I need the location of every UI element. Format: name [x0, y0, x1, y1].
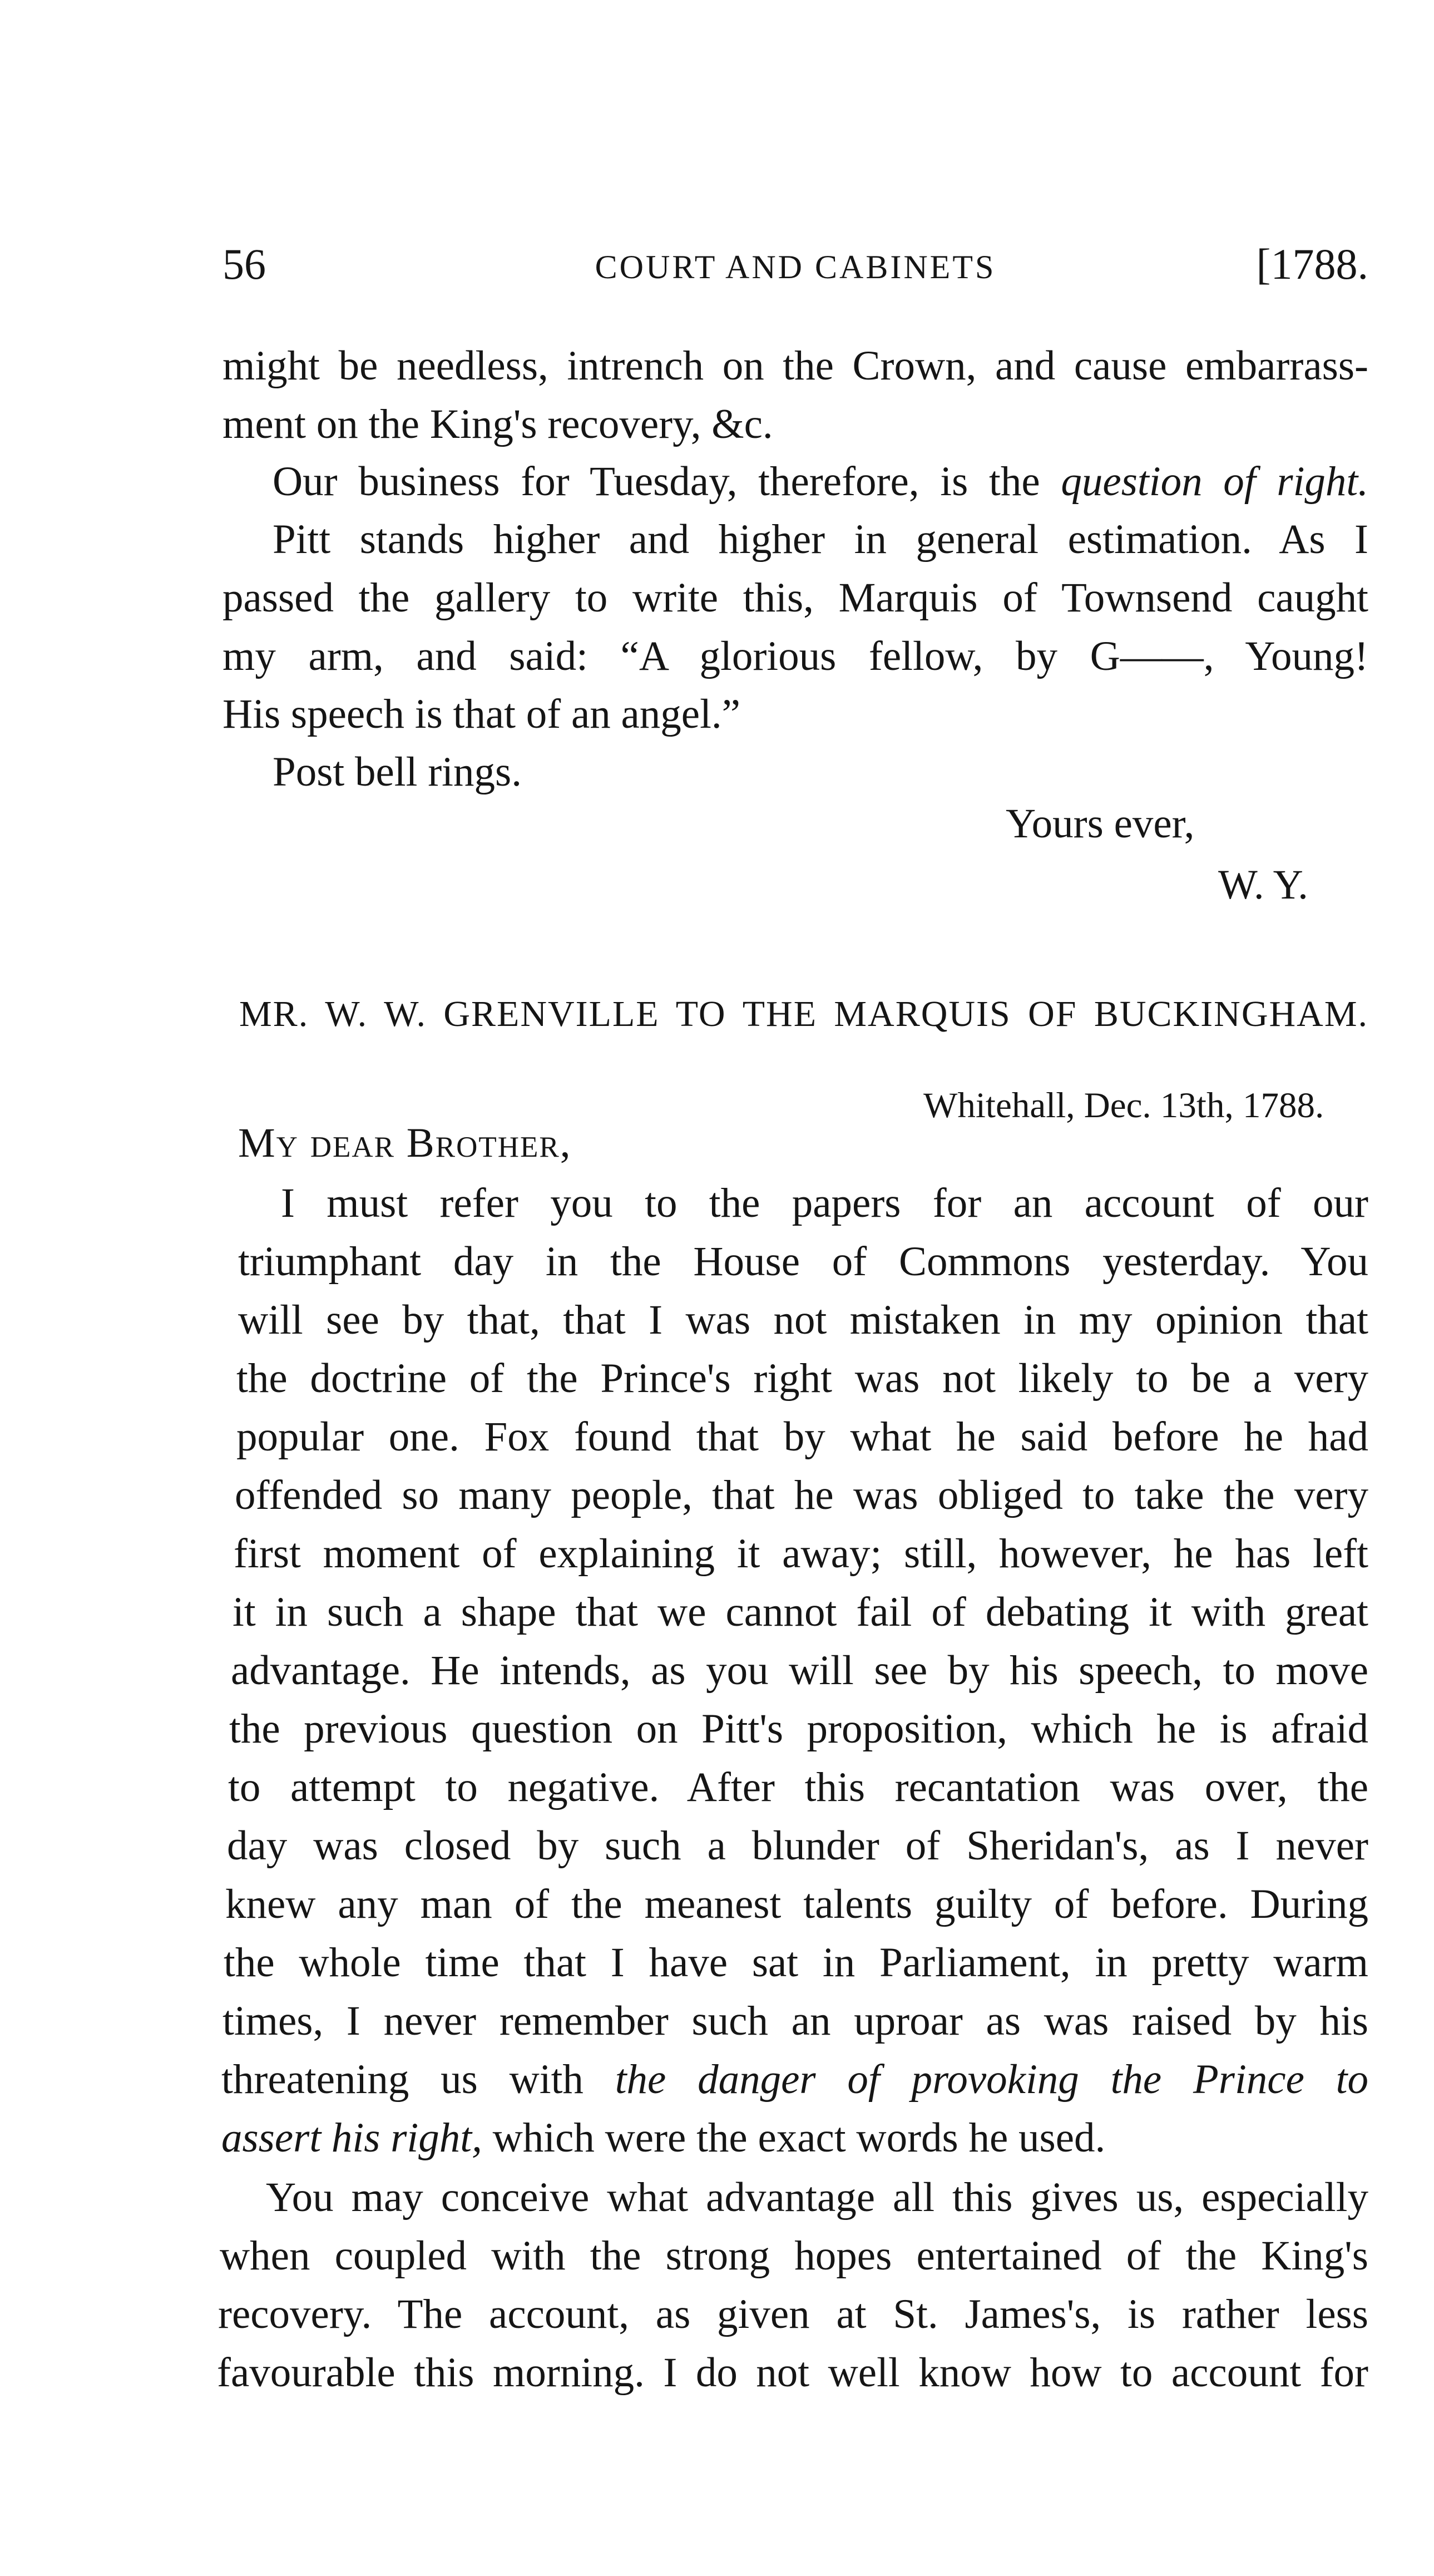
text-line: You may conceive what advantage all this gives us, especially [266, 2174, 1368, 2220]
text-line: knew any man of the meanest talents guilty of before. During [225, 1881, 1368, 1927]
text-fragment: threatening us with [221, 2056, 584, 2103]
salutation: My dear Brother, [238, 1120, 572, 1166]
running-head: COURT AND CABINETS [595, 249, 996, 285]
text-fragment: which were the exact words he used. [492, 2115, 1106, 2161]
italic-fragment: the danger of provoking the Prince to [615, 2056, 1368, 2103]
text-line [273, 458, 1368, 505]
text-line: I must refer you to the papers for an account of our [281, 1180, 1368, 1226]
text-fragment: Our business for Tuesday, therefore, is the [273, 458, 1040, 505]
text-line: His speech is that of an angel.” [222, 691, 740, 737]
text-line: will see by that, that I was not mistaken in my opinion that [238, 1297, 1368, 1343]
text-line: triumphant day in the House of Commons yesterday. You [238, 1238, 1368, 1285]
page-number: 56 [222, 240, 266, 288]
closing: Yours ever, [1006, 801, 1195, 847]
text-line: day was closed by such a blunder of Sheridan's, as I never [227, 1823, 1368, 1869]
text-line: popular one. Fox found that by what he said before he had [236, 1414, 1368, 1460]
text-line: might be needless, intrench on the Crown, and cause embarrass- [222, 343, 1368, 389]
text-line: ment on the King's recovery, &c. [222, 401, 773, 447]
text-line: when coupled with the strong hopes entertained of the King's [220, 2233, 1368, 2279]
header-year: [1788. [1256, 240, 1368, 288]
text-line: it in such a shape that we cannot fail of debating it with great [233, 1589, 1368, 1635]
text-line: to attempt to negative. After this recantation was over, the [228, 1764, 1368, 1810]
italic-fragment: question of right. [1061, 458, 1368, 505]
text-line: passed the gallery to write this, Marquis of Townsend caught [222, 575, 1368, 621]
text-line: the doctrine of the Prince's right was not likely to be a very [236, 1355, 1368, 1401]
text-line: Pitt stands higher and higher in general estimation. As I [273, 516, 1368, 562]
letter-heading: MR. W. W. GRENVILLE TO THE MARQUIS OF BUCKINGHAM. [239, 994, 1368, 1034]
text-line: advantage. He intends, as you will see by his speech, to move [231, 1647, 1368, 1694]
text-line: the whole time that I have sat in Parliament, in pretty warm [224, 1940, 1368, 1986]
italic-fragment: assert his right, [221, 2115, 482, 2161]
text-line: favourable this morning. I do not well know how to account for [217, 2350, 1368, 2396]
signature: W. Y. [1218, 862, 1308, 908]
text-line: offended so many people, that he was obliged to take the very [235, 1472, 1368, 1518]
text-line: recovery. The account, as given at St. James's, is rather less [218, 2291, 1368, 2337]
text-line: the previous question on Pitt's proposition, which he is afraid [229, 1706, 1368, 1752]
text-line [221, 2056, 1368, 2103]
text-line [221, 2117, 1367, 2159]
text-line: first moment of explaining it away; still, however, he has left [234, 1531, 1368, 1577]
text-line: times, I never remember such an uproar as was raised by his [222, 1998, 1368, 2044]
page-header [222, 239, 1368, 300]
text-line: Post bell rings. [273, 749, 522, 795]
place-date: Whitehall, Dec. 13th, 1788. [923, 1085, 1324, 1126]
text-line: my arm, and said: “A glorious fellow, by G——, Young! [222, 633, 1368, 679]
